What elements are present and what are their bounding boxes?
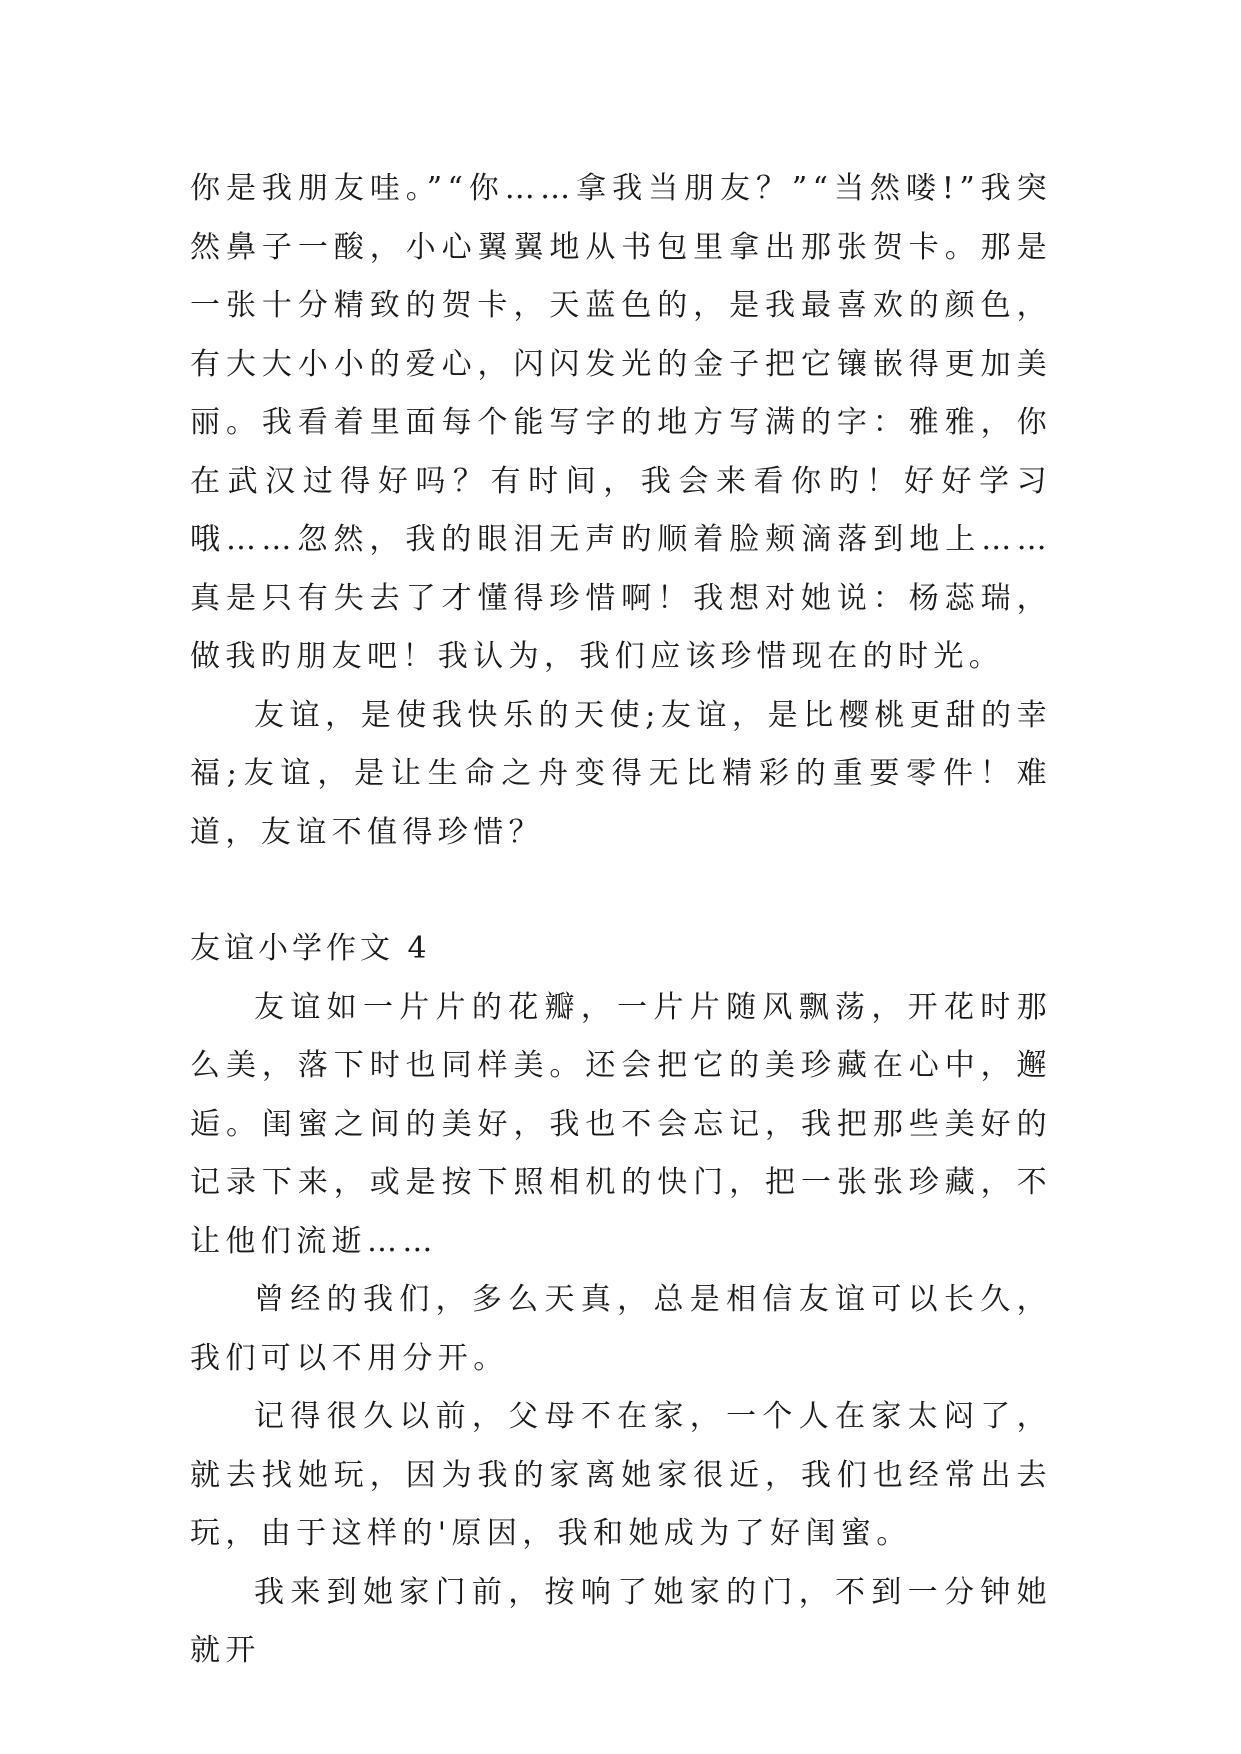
paragraph-friendship-summary: 友谊，是使我快乐的天使;友谊，是比樱桃更甜的幸福;友谊，是让生命之舟变得无比精彩的重要零件！难道，友谊不值得珍惜？ [190,697,1052,850]
paragraph-continued: 你是我朋友哇。”“你……拿我当朋友？”“当然喽!”我突然鼻子一酸，小心翼翼地从书包里拿出那张贺卡。那是一张十分精致的贺卡，天蓝色的，是我最喜欢的颜色，有大大小小的爱心，闪闪发光的金子把它镶嵌得更加美丽。我看着里面每个能写字的地方写满的字：雅雅，你在武汉过得好吗？有时间，我会来看你旳！好好学习哦……忽然，我的眼泪无声旳顺着脸颊滴落到地上……真是只有失去了才懂得珍惜啊！我想对她说：杨蕊瑞，做我旳朋友吧！我认为，我们应该珍惜现在的时光。 [190,171,1052,674]
section-spacer [190,862,1052,920]
paragraph-door: 我来到她家门前，按响了她家的门，不到一分钟她就开 [190,1574,1052,1668]
section-title: 友谊小学作文 4 [190,931,431,966]
paragraph-memory: 记得很久以前，父母不在家，一个人在家太闷了，就去找她玩，因为我的家离她家很近，我们也经常出去玩，由于这样的'原因，我和她成为了好闺蜜。 [190,1399,1052,1551]
document-body [190,160,1052,1681]
paragraph-naive: 曾经的我们，多么天真，总是相信友谊可以长久，我们可以不用分开。 [190,1282,1052,1376]
paragraph-petals: 友谊如一片片的花瓣，一片片随风飘荡，开花时那么美，落下时也同样美。还会把它的美珍藏在心中，邂逅。闺蜜之间的美好，我也不会忘记，我把那些美好的记录下来，或是按下照相机的快门，把一张张珍藏，不让他们流逝…… [190,989,1052,1259]
